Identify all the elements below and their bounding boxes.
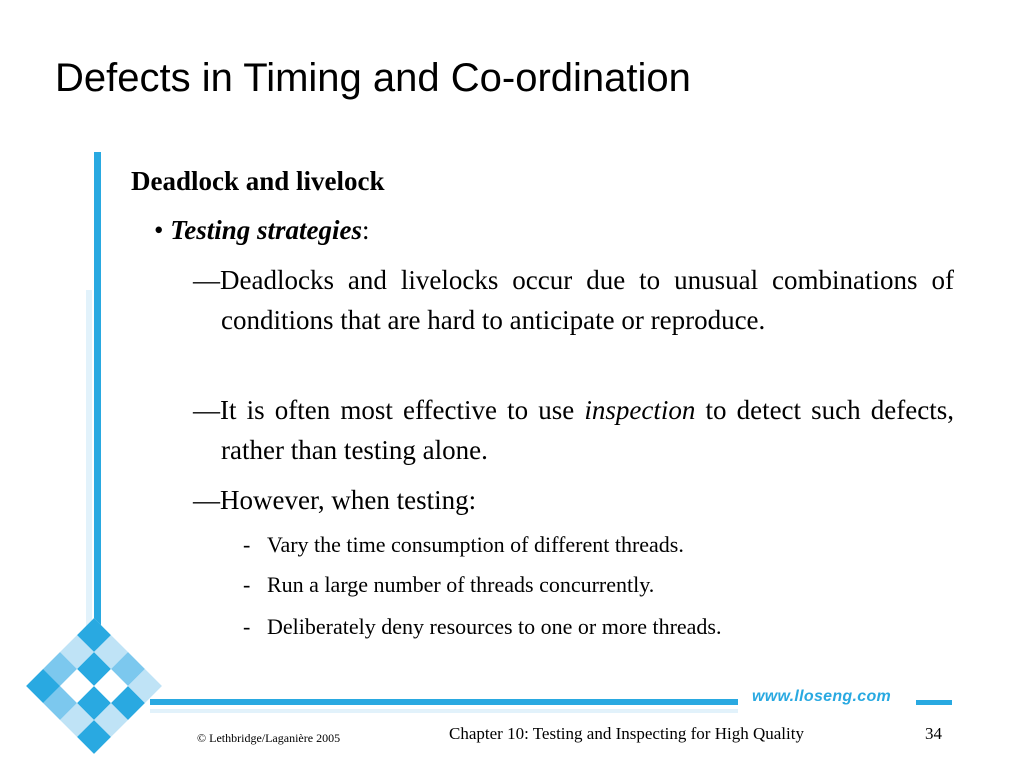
sub-item-deny-resources — [243, 612, 722, 642]
slide-title: Defects in Timing and Co-ordination — [55, 56, 691, 100]
sub-item-text: Deliberately deny resources to one or more threads. — [267, 614, 722, 639]
dash-item-text-before: —It is often most effective to use — [193, 395, 585, 425]
sub-item-marker: - — [243, 532, 251, 557]
dash-item-deadlocks — [193, 260, 954, 340]
sub-item-vary-time — [243, 530, 684, 560]
bullet-suffix: : — [361, 215, 370, 245]
bottom-accent-bar-light — [150, 709, 738, 713]
dash-item-text: —Deadlocks and livelocks occur due to unusual combinations of conditions that are hard to anticipate or reproduce. — [193, 265, 954, 335]
bottom-accent-bar-end — [916, 700, 952, 705]
section-heading: Deadlock and livelock — [131, 166, 385, 196]
dash-item-emphasis: inspection — [584, 395, 696, 425]
dash-item-however — [193, 480, 954, 520]
bullet-testing-strategies — [154, 212, 370, 248]
sub-item-text: Vary the time consumption of different threads. — [267, 532, 684, 557]
chapter-footer: Chapter 10: Testing and Inspecting for High Quality — [449, 724, 804, 743]
bottom-accent-bar — [150, 699, 738, 705]
sub-item-text: Run a large number of threads concurrently. — [267, 572, 655, 597]
sub-item-marker: - — [243, 572, 251, 597]
dash-item-inspection — [193, 390, 954, 470]
dash-item-text-after: to detect such defects, rather than testing alone. — [221, 395, 954, 465]
checkered-diamond-logo-icon — [24, 616, 164, 756]
sub-item-run-threads — [243, 570, 654, 600]
sub-item-marker: - — [243, 614, 251, 639]
bullet-label: Testing strategies — [170, 215, 362, 245]
website-logo-text: www.lloseng.com — [752, 688, 892, 705]
copyright-notice: © Lethbridge/Laganière 2005 — [197, 731, 341, 745]
page-number: 34 — [925, 724, 942, 743]
bullet-marker: • — [154, 215, 164, 245]
dash-item-text: —However, when testing: — [193, 485, 477, 515]
